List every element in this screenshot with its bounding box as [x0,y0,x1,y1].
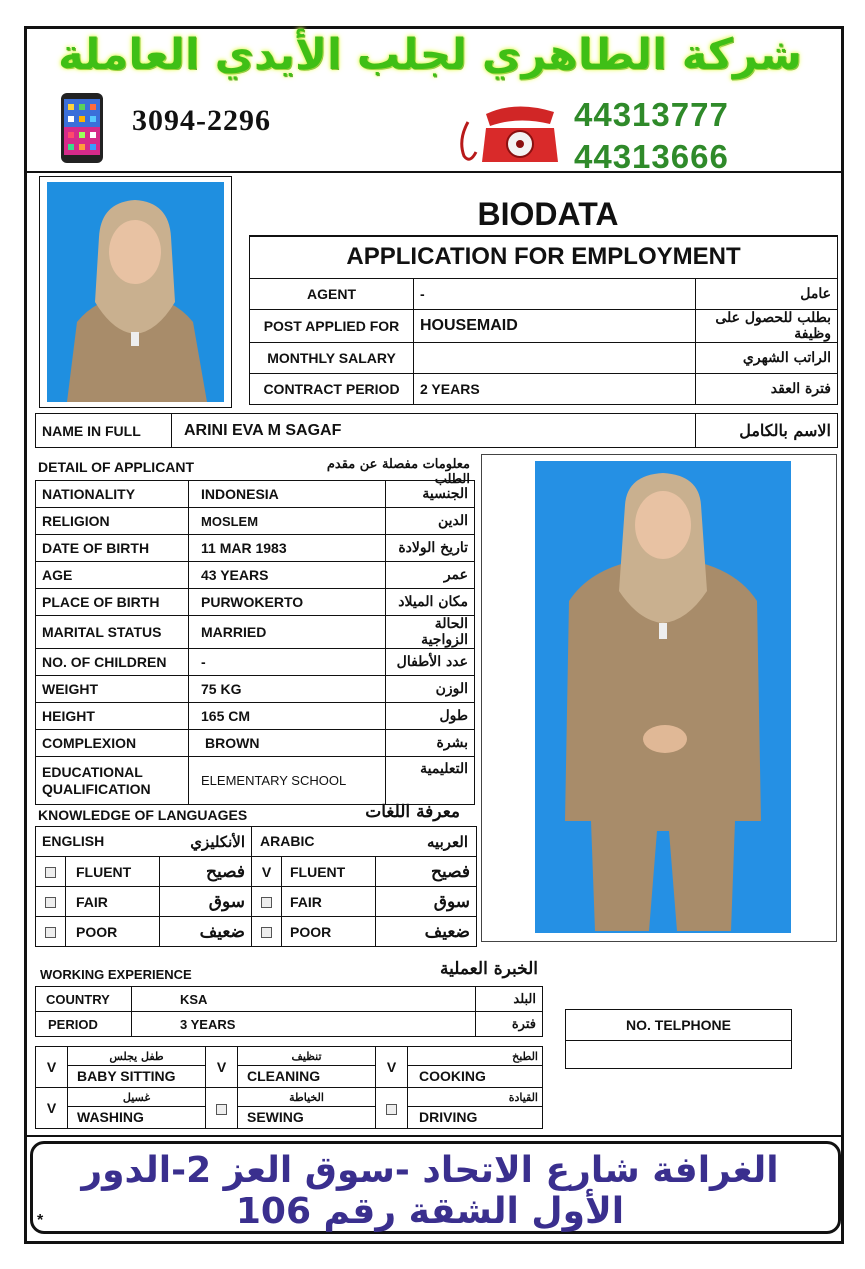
nationality-label: NATIONALITY [36,481,189,508]
company-name: شركة الطاهري لجلب الأيدي العاملة [58,30,802,80]
nationality-label-ar: الجنسية [386,481,475,508]
religion-value: MOSLEM [189,508,386,535]
education-label: EDUCATIONAL QUALIFICATION [36,757,189,805]
table-row [36,562,475,589]
telephone-icon [446,100,564,166]
weight-label-ar: الوزن [386,676,475,703]
cooking-label: COOKING [419,1068,486,1084]
english-poor-checkbox[interactable] [36,917,66,947]
children-label: NO. OF CHILDREN [36,649,189,676]
post-label: POST APPLIED FOR [250,309,414,342]
arabic-fluent-label-ar: فصيح [376,857,477,887]
pob-label: PLACE OF BIRTH [36,589,189,616]
baby-sitting-checkbox[interactable]: V [36,1047,68,1088]
table-row [250,309,838,342]
post-label-ar: بطلب للحصول على وظيفة [696,309,838,342]
weight-label: WEIGHT [36,676,189,703]
table-row [36,987,543,1012]
subtitle: APPLICATION FOR EMPLOYMENT [250,236,838,278]
english-label-ar: الأنكليزي [190,832,245,851]
table-row [36,857,477,887]
full-body-illustration [535,461,791,933]
arabic-fair-label: FAIR [282,887,376,917]
arabic-poor-label: POOR [282,917,376,947]
pob-label-ar: مكان الميلاد [386,589,475,616]
table-row [250,373,838,404]
detail-title-ar: معلومات مفصلة عن مقدم الطلب [326,457,470,487]
sewing-cell [238,1088,376,1129]
languages-title-ar: معرفة اللغات [365,802,460,822]
children-label-ar: عدد الأطفال [386,649,475,676]
weight-value: 75 KG [189,676,386,703]
english-header [36,827,252,857]
marital-label-ar: الحالة الزواجية [386,616,475,649]
height-label: HEIGHT [36,703,189,730]
contract-label: CONTRACT PERIOD [250,373,414,404]
religion-label: RELIGION [36,508,189,535]
height-label-ar: طول [386,703,475,730]
cooking-checkbox[interactable]: V [376,1047,408,1088]
age-label: AGE [36,562,189,589]
salary-value [414,342,696,373]
experience-table [35,986,543,1037]
washing-label-ar: غسيل [68,1089,205,1107]
table-row [36,757,475,805]
dob-value: 11 MAR 1983 [189,535,386,562]
english-label: ENGLISH [42,832,105,849]
phone-table [565,1009,792,1069]
agent-value: - [414,278,696,309]
table-row [36,676,475,703]
arabic-label-ar: العربيه [427,832,468,851]
experience-title-ar: الخبرة العملية [439,959,538,979]
phone-label: NO. TELPHONE [566,1010,792,1041]
cleaning-label-ar: تنظيف [238,1048,375,1066]
table-row [36,703,475,730]
complexion-label-ar: بشرة [386,730,475,757]
period-value: 3 YEARS [132,1012,476,1037]
pob-value: PURWOKERTO [189,589,386,616]
table-row [36,589,475,616]
dob-label-ar: تاريخ الولادة [386,535,475,562]
arabic-poor-checkbox[interactable] [252,917,282,947]
english-fluent-label: FLUENT [66,857,160,887]
salary-label: MONTHLY SALARY [250,342,414,373]
washing-label: WASHING [77,1109,144,1125]
baby-sitting-cell [68,1047,206,1088]
landline-number-2: 44313666 [574,138,729,175]
name-label-ar: الاسم بالكامل [696,414,838,448]
baby-sitting-label: BABY SITTING [77,1068,176,1084]
sewing-label: SEWING [247,1109,304,1125]
phone-value[interactable] [566,1041,792,1069]
applicant-photo-full [481,454,837,942]
age-label-ar: عمر [386,562,475,589]
period-label: PERIOD [36,1012,132,1037]
education-label-ar: التعليمية [386,757,475,805]
english-fair-label-ar: سوق [160,887,252,917]
table-row [250,278,838,309]
mobile-number: 3094-2296 [132,104,271,137]
arabic-fluent-label: FLUENT [282,857,376,887]
education-value: ELEMENTARY SCHOOL [189,757,386,805]
agent-label-ar: عامل [696,278,838,309]
salary-label-ar: الراتب الشهري [696,342,838,373]
arabic-label: ARABIC [260,832,315,849]
table-row [36,508,475,535]
arabic-fair-label-ar: سوق [376,887,477,917]
dob-label: DATE OF BIRTH [36,535,189,562]
sewing-label-ar: الخياطة [238,1089,375,1107]
driving-checkbox[interactable] [376,1088,408,1129]
cooking-cell [408,1047,543,1088]
country-label-ar: البلد [476,987,543,1012]
cleaning-cell [238,1047,376,1088]
mobile-phone-icon [60,92,104,164]
complexion-label: COMPLEXION [36,730,189,757]
table-row [36,481,475,508]
marital-label: MARITAL STATUS [36,616,189,649]
biodata-title: BIODATA [477,196,619,232]
english-fair-label: FAIR [66,887,160,917]
contract-label-ar: فترة العقد [696,373,838,404]
name-value: ARINI EVA M SAGAF [172,414,696,448]
table-row [36,1047,543,1088]
english-poor-label-ar: ضعيف [160,917,252,947]
application-table [249,235,838,405]
age-value: 43 YEARS [189,562,386,589]
footer-star: * [37,1212,44,1229]
name-table [35,413,838,448]
arabic-fair-checkbox[interactable] [252,887,282,917]
marital-value: MARRIED [189,616,386,649]
name-label: NAME IN FULL [36,414,172,448]
languages-title: KNOWLEDGE OF LANGUAGES [38,807,248,823]
nationality-value: INDONESIA [189,481,386,508]
baby-sitting-label-ar: طفل يجلس [68,1048,205,1066]
detail-title: DETAIL OF APPLICANT [38,459,195,475]
table-row [36,649,475,676]
arabic-fluent-checkbox[interactable]: V [252,857,282,887]
driving-label: DRIVING [419,1109,478,1125]
post-value: HOUSEMAID [414,309,696,342]
agent-label: AGENT [250,278,414,309]
applicant-photo-small [39,176,232,408]
footer-divider [27,1135,841,1137]
portrait-illustration [47,182,224,402]
children-value: - [189,649,386,676]
driving-cell [408,1088,543,1129]
experience-title: WORKING EXPERIENCE [40,967,192,982]
period-label-ar: فترة [476,1012,543,1037]
table-row [36,1012,543,1037]
complexion-value: BROWN [189,730,386,757]
driving-label-ar: القيادة [408,1089,542,1107]
table-row [36,1088,543,1129]
table-row [250,342,838,373]
landline-number-1: 44313777 [574,96,729,133]
table-row [36,730,475,757]
arabic-header [252,827,477,857]
english-fluent-label-ar: فصيح [160,857,252,887]
cooking-label-ar: الطبخ [408,1048,542,1066]
arabic-poor-label-ar: ضعيف [376,917,477,947]
table-row [36,535,475,562]
country-value: KSA [132,987,476,1012]
religion-label-ar: الدين [386,508,475,535]
country-label: COUNTRY [36,987,132,1012]
skills-table [35,1046,543,1129]
table-row [36,616,475,649]
sewing-checkbox[interactable] [206,1088,238,1129]
english-poor-label: POOR [66,917,160,947]
table-row [36,917,477,947]
footer-address: الغرافة شارع الاتحاد -سوق العز 2-الدور الأول الشقة رقم 106 [81,1150,779,1232]
contract-value: 2 YEARS [414,373,696,404]
english-fluent-checkbox[interactable] [36,857,66,887]
cleaning-checkbox[interactable]: V [206,1047,238,1088]
washing-checkbox[interactable]: V [36,1088,68,1129]
english-fair-checkbox[interactable] [36,887,66,917]
cleaning-label: CLEANING [247,1068,321,1084]
washing-cell [68,1088,206,1129]
height-value: 165 CM [189,703,386,730]
table-row [36,827,477,857]
languages-table [35,826,477,947]
table-row [36,887,477,917]
detail-table [35,480,475,805]
